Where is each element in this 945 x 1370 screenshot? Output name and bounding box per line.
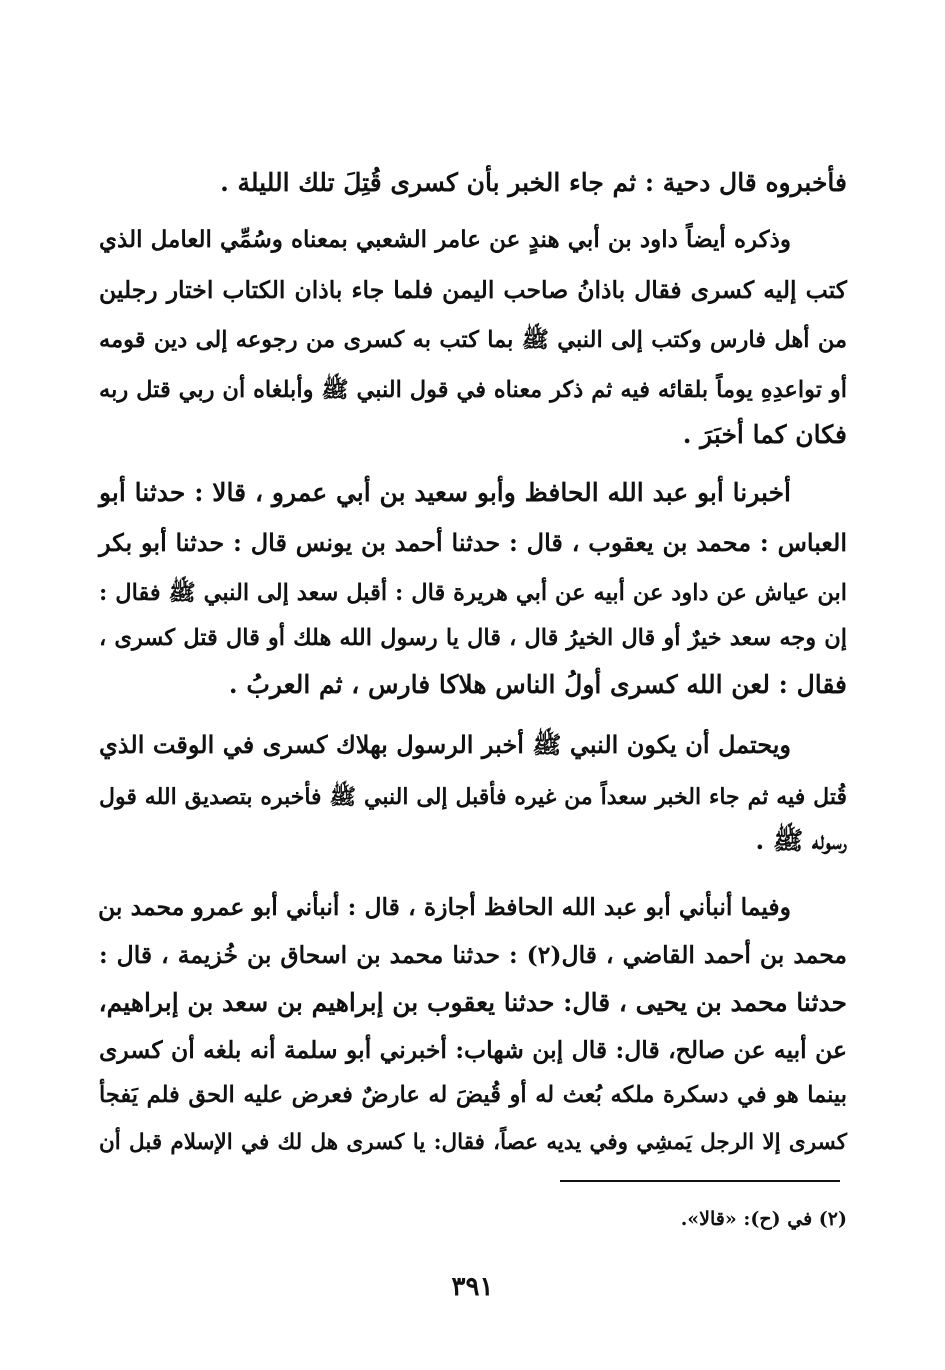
text-line: العباس : محمد بن يعقوب ، قال : حدثنا أحمد بن يونس قال : حدثنا أبو بكر — [99, 528, 847, 557]
text-line: عن أبيه عن صالح، قال: قال إبن شهاب: أخبرني أبو سلمة أنه بلغه أن كسرى — [99, 1036, 847, 1064]
footnote-separator — [560, 1180, 840, 1182]
text-line: بينما هو في دسكرة ملكه بُعث له أو قُيضَ له عارضٌ فعرض عليه الحق فلم يَفجأ — [99, 1082, 847, 1108]
text-line: ويحتمل أن يكون النبي ﷺ أخبر الرسول بهلاك كسرى في الوقت الذي — [99, 730, 791, 759]
text-line: أو تواعدِهِ يوماً بلقائه فيه ثم ذكر معناه في قول النبي ﷺ وأبلغاه أن ربي قتل ربه — [99, 377, 847, 403]
text-line: كسرى إلا الرجل يَمشِي وفي يديه عصاً، فقال: يا كسرى هل لك في الإسلام قبل أن — [99, 1130, 847, 1155]
text-line: ابن عياش عن داود عن أبيه عن أبي هريرة قال : أقبل سعد إلى النبي ﷺ فقال : — [99, 580, 847, 606]
text-line: قُتل فيه ثم جاء الخبر سعداً من غيره فأقبل إلى النبي ﷺ فأخبره بتصديق الله قول — [99, 784, 847, 810]
text-line: أخبرنا أبو عبد الله الحافظ وأبو سعيد بن أبي عمرو ، قالا : حدثنا أبو — [99, 478, 791, 507]
text-line: من أهل فارس وكتب إلى النبي ﷺ بما كتب به كسرى من رجوعه إلى دين قومه — [99, 327, 847, 353]
text-line: فقال : لعن الله كسرى أولُ الناس هلاكا فارس ، ثم العربُ . — [228, 670, 847, 699]
text-line: فأخبروه قال دحية : ثم جاء الخبر بأن كسرى قُتِلَ تلك الليلة . — [220, 168, 847, 197]
text-line: وذكره أيضاً داود بن أبي هندٍ عن عامر الشعبي بمعناه وسُمِّي العامل الذي — [99, 226, 791, 253]
text-line: إن وجه سعد خيرٌ أو قال الخيرُ قال ، قال يا رسول الله هلك أو قال قتل كسرى ، — [99, 625, 847, 651]
text-line: وفيما أنبأني أبو عبد الله الحافظ أجازة ، قال : أنبأني أبو عمرو محمد بن — [98, 893, 791, 921]
text-line: رسوله ﷺ . — [755, 826, 847, 855]
text-line: فكان كما أخبَرَ . — [682, 420, 847, 449]
footnote: (٢) في (ح): «قالا». — [680, 1208, 847, 1230]
text-line: محمد بن أحمد القاضي ، قال(٢) : حدثنا محمد بن اسحاق بن خُزيمة ، قال : — [99, 941, 847, 969]
text-line: حدثنا محمد بن يحيى ، قال: حدثنا يعقوب بن إبراهيم بن سعد بن إبراهيم، — [98, 988, 847, 1017]
text-line: كتب إليه كسرى فقال باذانُ صاحب اليمن فلما جاء باذان الكتاب اختار رجلين — [99, 276, 847, 304]
page-number: ٣٩١ — [451, 1272, 494, 1302]
